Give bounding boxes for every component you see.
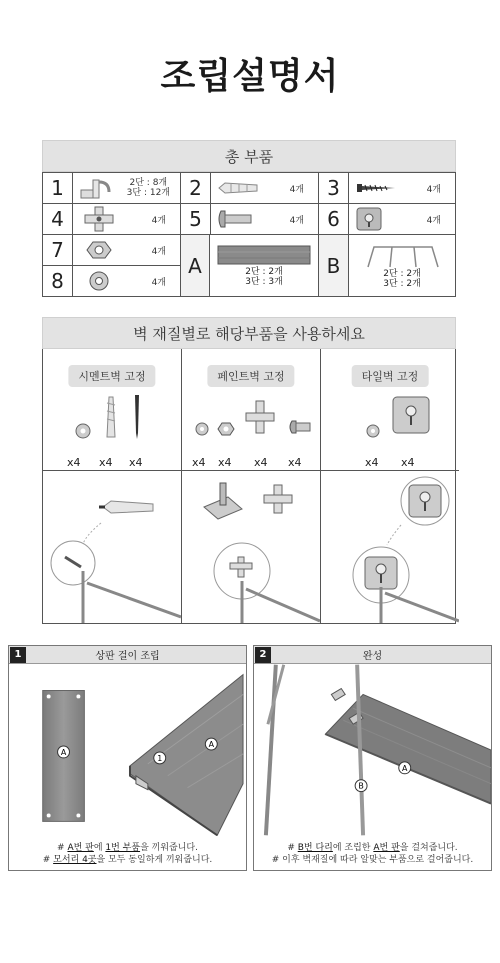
step-2-illustration [254,664,491,836]
cross-bracket-icon [79,206,119,232]
steps-section [8,645,492,871]
cement-parts-icon [67,393,157,443]
part-qty: 2단 : 2개 [245,267,283,277]
step-1 [8,645,247,871]
hook-bracket-icon [79,176,113,200]
part-qty: 2단 : 2개 [383,268,421,279]
highlight: B번 다리 [297,843,333,853]
part-cell-2 [181,173,319,203]
qty-count: x4 [129,456,143,469]
wall-col-paint [182,349,321,623]
part-cell-7 [43,235,180,266]
part-qty: 2단 : 8개 [129,178,168,188]
part-qty: 3단 : 3개 [245,277,283,287]
part-qty: 4개 [289,215,304,226]
highlight: A번 판 [67,843,94,853]
paint-install-illustration [182,471,320,623]
part-qty: 4개 [289,184,304,195]
tile-parts-icon [361,393,441,443]
qty-count: x4 [254,456,268,469]
wall-grid [42,349,456,624]
qty-count: x4 [288,456,302,469]
parts-header: 총 부품 [42,140,456,172]
wall-col-cement [43,349,182,623]
part-letter: A [181,235,210,296]
qty-count: x4 [192,456,206,469]
qty-count: x4 [218,456,232,469]
step-2-note: # B번 다리에 조립한 A번 판을 걸쳐줍니다. # 이후 벽재질에 따라 알맞는 부품으로 걸어줍니다. [271,843,474,865]
wall-header: 벽 재질별로 해당부품을 사용하세요 [42,317,456,349]
parts-row [43,172,455,203]
tile-wall-label: 타일벽 고정 [352,365,429,387]
paint-wall-label: 페인트벽 고정 [207,365,294,387]
label-a: A [402,763,408,773]
step-2 [253,645,492,871]
part-cell-7-8 [43,235,181,296]
step-1-illustration [9,664,246,836]
cement-install-illustration [43,471,181,623]
qty-count: x4 [401,456,415,469]
washer-icon [79,270,119,292]
label-a: A [60,747,67,757]
cement-wall-label: 시멘트벽 고정 [68,365,155,387]
highlight: 모서리 4곳 [53,855,97,865]
tile-install-illustration [321,471,459,623]
step-title: 상판 걸이 조립 [95,651,160,662]
parts-section [42,140,456,297]
wall-col-tile [321,349,459,623]
leg-frame-icon [362,243,442,269]
part-number: 7 [43,235,73,265]
label-1: 1 [157,753,163,763]
bolt-icon [217,209,257,229]
shelf-board-icon [216,244,312,266]
part-letter: B [319,235,349,296]
part-number: 1 [43,173,73,203]
part-number: 6 [319,204,349,234]
paint-parts-icon [190,393,314,443]
step-1-note: # A번 판에 1번 부품을 끼워줍니다. # 모서리 4곳을 모두 동일하게 끼워줍니다. [42,843,213,865]
part-cell-1 [43,173,181,203]
part-number: 8 [43,266,73,296]
part-qty: 3단 : 12개 [126,188,170,198]
part-number: 3 [319,173,349,203]
part-cell-B [319,235,455,296]
part-cell-A [181,235,319,296]
parts-grid [42,172,456,297]
highlight: A번 판 [373,843,400,853]
part-number: 5 [181,204,211,234]
part-cell-5 [181,204,319,234]
part-qty: 4개 [151,277,166,288]
part-number: 2 [181,173,211,203]
qty-count: x4 [67,456,81,469]
wall-section [42,317,456,624]
parts-row [43,234,455,296]
step-number: 1 [10,647,26,663]
part-cell-3 [319,173,455,203]
qty-count: x4 [365,456,379,469]
wall-anchor-icon [217,180,261,196]
part-qty: 4개 [426,184,441,195]
tile-plate-icon [355,206,383,232]
part-qty: 4개 [426,215,441,226]
qty-count: x4 [99,456,113,469]
page-title: 조립설명서 [160,56,340,97]
step-number: 2 [255,647,271,663]
part-cell-4 [43,204,181,234]
part-cell-6 [319,204,455,234]
screw-icon [355,182,399,194]
label-a: A [208,740,215,750]
highlight: 1번 부품 [105,843,141,853]
part-number: 4 [43,204,73,234]
label-b: B [358,781,364,791]
parts-row [43,203,455,234]
part-cell-8 [43,266,180,296]
part-qty: 3단 : 2개 [383,278,421,289]
hex-nut-icon [79,240,119,260]
part-qty: 4개 [151,246,166,257]
part-qty: 4개 [151,215,166,226]
step-title: 완성 [362,651,383,662]
